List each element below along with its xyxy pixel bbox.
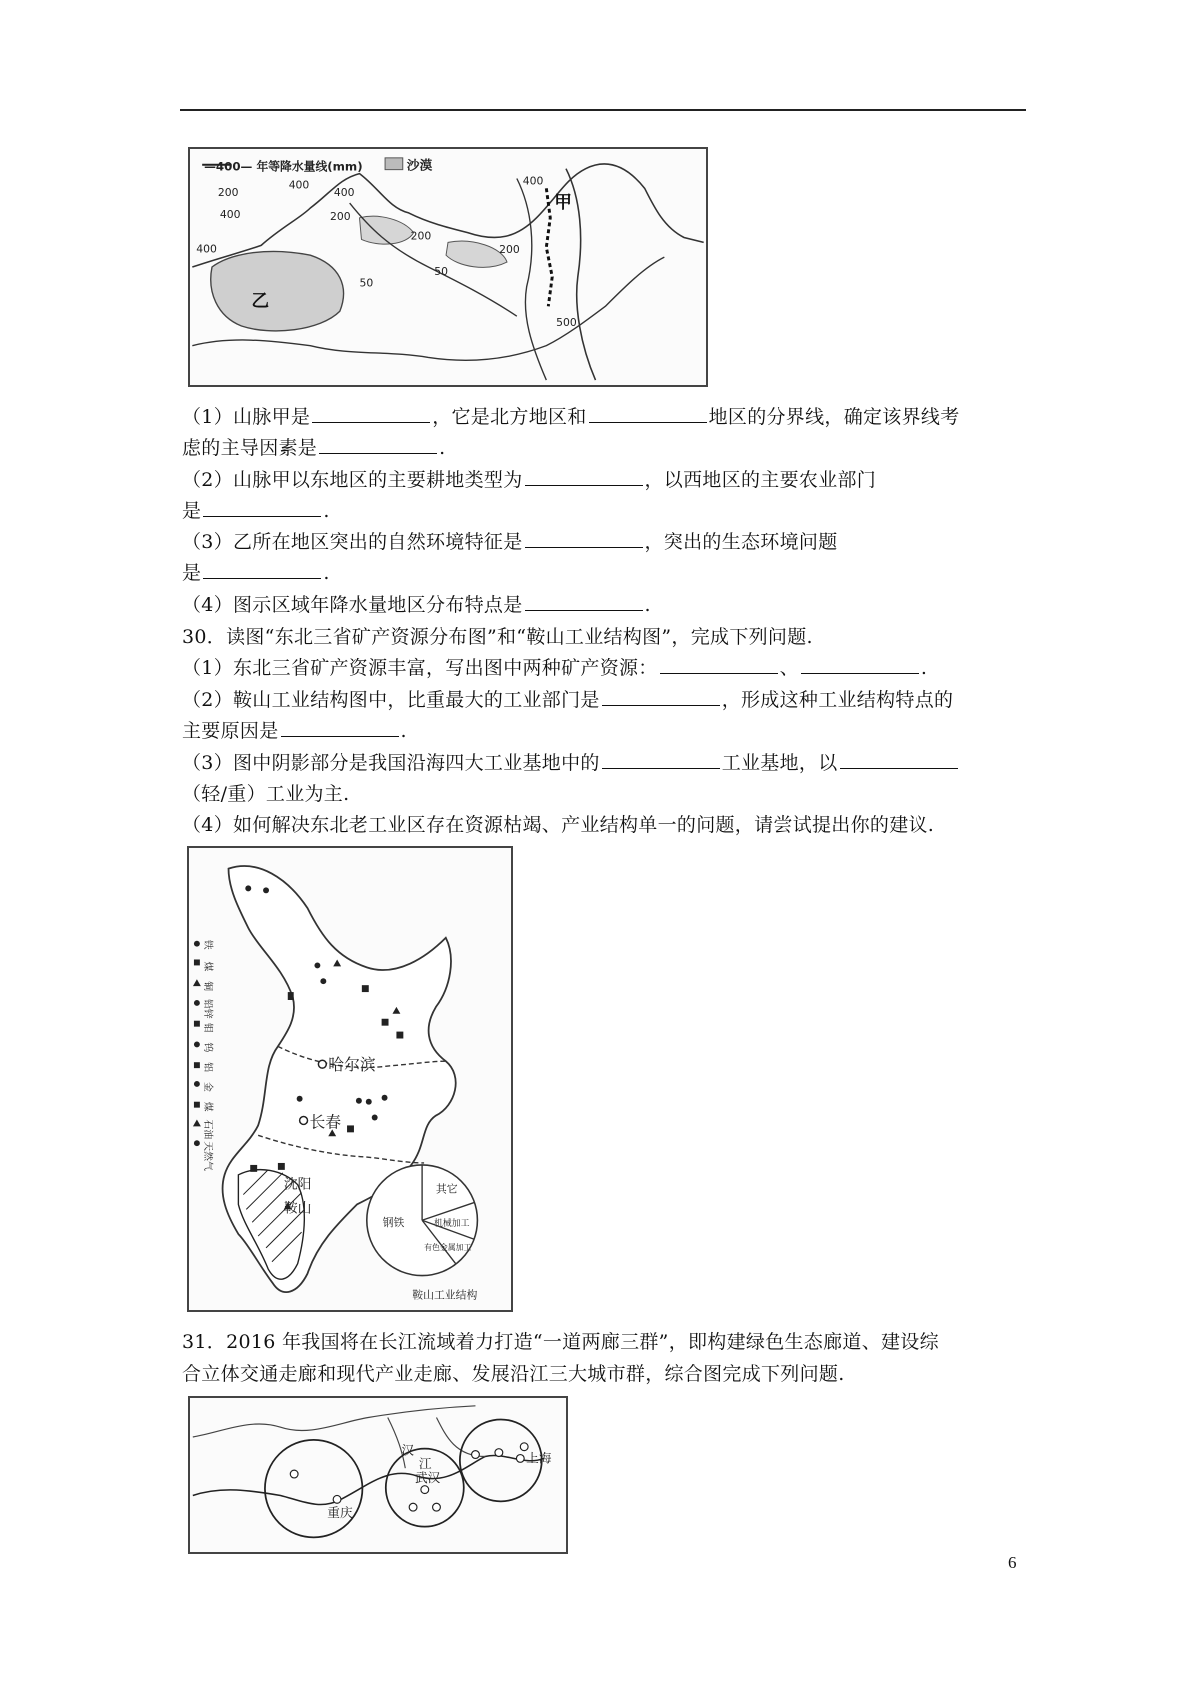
pie-label-steel: 钢铁	[382, 1216, 405, 1230]
q29-p1-line1: （1）山脉甲是 ，它是北方地区和 地区的分界线，确定该界线考	[182, 406, 960, 428]
isoline-label: 400	[333, 186, 355, 200]
legend-item: 钨	[201, 1042, 213, 1053]
isoline-label: 200	[217, 186, 239, 200]
answer-blank[interactable]	[203, 498, 321, 517]
isoline-label: 400	[288, 178, 310, 192]
q29-p4: （4）图示区域年降水量地区分布特点是 .	[182, 594, 651, 616]
city-harbin: 哈尔滨	[328, 1055, 376, 1075]
answer-blank[interactable]	[840, 750, 958, 769]
answer-blank[interactable]	[660, 655, 778, 674]
isoline-label: 400	[219, 207, 241, 221]
isoline-label: 400	[196, 242, 217, 256]
isoline-label: 500	[556, 316, 577, 329]
legend-item: 煤	[201, 961, 213, 972]
q31-line1: 31．2016 年我国将在长江流域着力打造“一道两廊三群”，即构建绿色生态廊道、建设综	[182, 1331, 939, 1353]
q29-p2-line2: 是 .	[182, 500, 330, 522]
legend-item: 金	[201, 1081, 213, 1092]
q29-p3-line2: 是 .	[182, 562, 330, 584]
precipitation-map	[188, 147, 708, 387]
q30-p2-line2: 主要原因是 .	[182, 720, 407, 742]
q29-p1-line2: 虑的主导因素是 .	[182, 437, 446, 459]
q30-stem: 30．读图“东北三省矿产资源分布图”和“鞍山工业结构图”，完成下列问题.	[182, 626, 813, 648]
q30-p3-line2: （轻/重）工业为主.	[182, 783, 350, 805]
city-shenyang: 沈阳	[283, 1176, 312, 1193]
isoline-label: 400	[522, 174, 544, 188]
q30-p4: （4）如何解决东北老工业区存在资源枯竭、产业结构单一的问题，请尝试提出你的建议.	[182, 814, 935, 836]
isoline-label: 200	[330, 209, 351, 223]
answer-blank[interactable]	[589, 404, 707, 423]
map-label-jia: 甲	[554, 193, 572, 213]
legend-item: 天然气	[201, 1141, 213, 1171]
q30-p2-line1: （2）鞍山工业结构图中，比重最大的工业部门是 ，形成这种工业结构特点的	[182, 689, 954, 711]
header-rule	[180, 109, 1026, 111]
city-wuhan: 武汉	[415, 1469, 441, 1485]
map-label-yi: 乙	[251, 291, 270, 312]
q31-line2: 合立体交通走廊和现代产业走廊、发展沿江三大城市群，综合图完成下列问题.	[182, 1363, 845, 1385]
answer-blank[interactable]	[312, 404, 430, 423]
city-shanghai: 上海	[526, 1450, 552, 1466]
isoline-label: 200	[499, 243, 520, 257]
map-legend-isoline: —400— 年等降水量线(mm)	[204, 159, 363, 174]
legend-item: 铅锌	[201, 998, 213, 1019]
pie-label-other: 其它	[435, 1182, 458, 1196]
legend-item: 煤	[201, 1101, 213, 1112]
isoline-label: 200	[410, 229, 432, 243]
q30-p3-line1: （3）图中阴影部分是我国沿海四大工业基地中的 工业基地，以	[182, 748, 1028, 778]
river-label-jiang: 江	[418, 1456, 432, 1472]
pie-label-nonferrous: 有色金属加工	[424, 1242, 472, 1252]
pie-caption: 鞍山工业结构	[412, 1288, 478, 1302]
q29-p2-line1: （2）山脉甲以东地区的主要耕地类型为 ，以西地区的主要农业部门	[182, 469, 877, 491]
page-number: 6	[1008, 1553, 1017, 1572]
answer-blank[interactable]	[602, 750, 720, 769]
answer-blank[interactable]	[602, 687, 720, 706]
river-label-han: 汉	[401, 1442, 415, 1458]
city-changchun: 长春	[309, 1112, 342, 1132]
anshan-industry-pie	[367, 1165, 478, 1301]
isoline-label: 50	[434, 264, 448, 278]
legend-item: 铜	[201, 981, 213, 992]
q30-p1: （1）东北三省矿产资源丰富，写出图中两种矿产资源： 、 .	[182, 657, 928, 679]
city-anshan: 鞍山	[283, 1200, 312, 1217]
legend-item: 铝	[201, 1062, 213, 1073]
legend-item: 钼	[201, 1022, 213, 1033]
answer-blank[interactable]	[281, 718, 399, 737]
answer-blank[interactable]	[525, 467, 643, 486]
legend-item: 铁	[201, 939, 213, 950]
q29-p3-line1: （3）乙所在地区突出的自然环境特征是 ，突出的生态环境问题	[182, 531, 838, 553]
answer-blank[interactable]	[319, 435, 437, 454]
map-legend-desert: 沙漠	[406, 158, 433, 174]
answer-blank[interactable]	[203, 560, 321, 579]
northeast-minerals-map	[187, 846, 513, 1312]
answer-blank[interactable]	[801, 655, 919, 674]
legend-item: 石油	[201, 1119, 213, 1140]
city-chongqing: 重庆	[327, 1504, 353, 1520]
answer-blank[interactable]	[525, 592, 643, 611]
answer-blank[interactable]	[525, 529, 643, 548]
pie-label-machinery: 机械加工	[433, 1219, 470, 1230]
yangtze-city-cluster-map	[188, 1396, 568, 1554]
isoline-label: 50	[359, 276, 374, 290]
